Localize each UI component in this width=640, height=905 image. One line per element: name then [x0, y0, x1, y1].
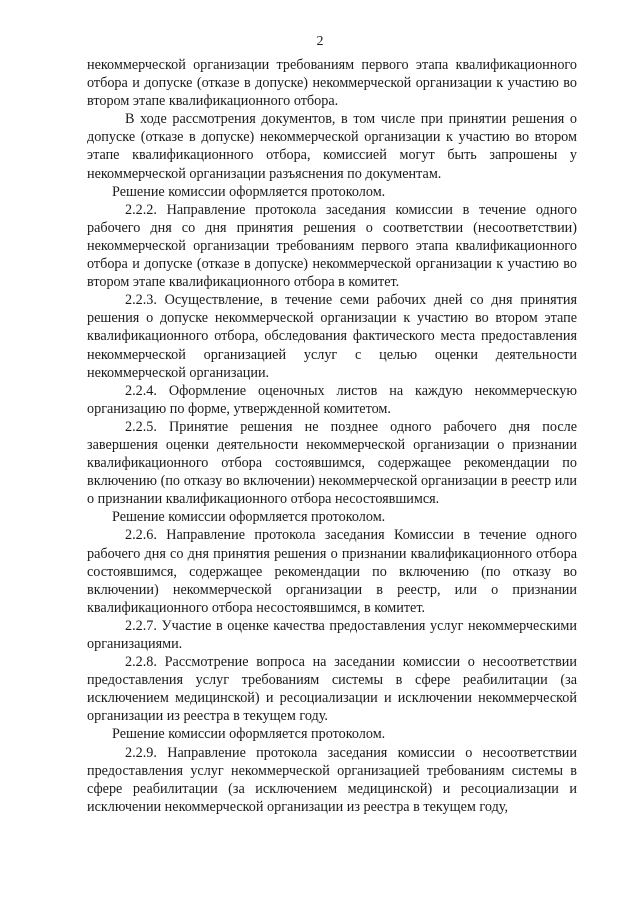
- paragraph: Решение комиссии оформляется протоколом.: [112, 726, 386, 743]
- paragraph: 2.2.7. Участие в оценке качества предоставления услуг некоммерческими организациями.: [87, 617, 577, 652]
- paragraph: 2.2.5. Принятие решения не позднее одного рабочего дня после завершения оценки деятельности некоммерческой организации о признании квалификационного отбора состоявшимся, содержащее рекомендации по включению (по отказу во включении) некоммерческой организации в реестр или о признании квалификационного отбора несостоявшимся.: [87, 418, 577, 508]
- paragraph: Решение комиссии оформляется протоколом.: [112, 183, 386, 200]
- paragraph: Решение комиссии оформляется протоколом.: [112, 509, 386, 526]
- paragraph: 2.2.8. Рассмотрение вопроса на заседании комиссии о несоответствии предоставления услуг требованиям системы в сфере реабилитации (за исключением медицинской) и ресоциализации и исключении некоммерческой организации из реестра в текущем году.: [87, 654, 577, 725]
- paragraph: некоммерческой организации требованиям первого этапа квалификационного отбора и допуске (отказе в допуске) некоммерческой организации к участию во втором этапе квалификационного отбора.: [87, 57, 577, 110]
- paragraph: 2.2.9. Направление протокола заседания комиссии о несоответствии предоставления услуг некоммерческой организацией требованиям системы в сфере реабилитации (за исключением медицинской) и ресоциализации и исключении некоммерческой организации из реестра в текущем году,: [87, 744, 577, 815]
- paragraph: 2.2.2. Направление протокола заседания комиссии в течение одного рабочего дня со дня принятия решения о соответствии (несоответствии) некоммерческой организации требованиям первого этапа квалификационного отбора и допуске (отказе в допуске) некоммерческой организации к участию во втором этапе квалификационного отбора в комитет.: [87, 201, 577, 291]
- page-number: 2: [316, 34, 324, 49]
- paragraph: 2.2.3. Осуществление, в течение семи рабочих дней со дня принятия решения о допуске некоммерческой организации к участию во втором этапе квалификационного отбора, обследования фактического места предоставления некоммерческой организацией услуг с целью оценки деятельности некоммерческой организации.: [87, 292, 577, 381]
- paragraph: В ходе рассмотрения документов, в том числе при принятии решения о допуске (отказе в допуске) некоммерческой организации к участию во втором этапе квалификационного отбора, комиссией могут быть запрошены у некоммерческой организации разъяснения по документам.: [87, 111, 577, 182]
- paragraph: 2.2.4. Оформление оценочных листов на каждую некоммерческую организацию по форме, утвержденной комитетом.: [87, 382, 577, 417]
- document-body: [87, 56, 577, 816]
- paragraph: 2.2.6. Направление протокола заседания Комиссии в течение одного рабочего дня со дня принятия решения о признании квалификационного отбора состоявшимся, содержащее рекомендации по включению (по отказу во включении) некоммерческой организации в реестр, или о признании квалификационного отбора несостоявшимся, в комитет.: [87, 527, 577, 616]
